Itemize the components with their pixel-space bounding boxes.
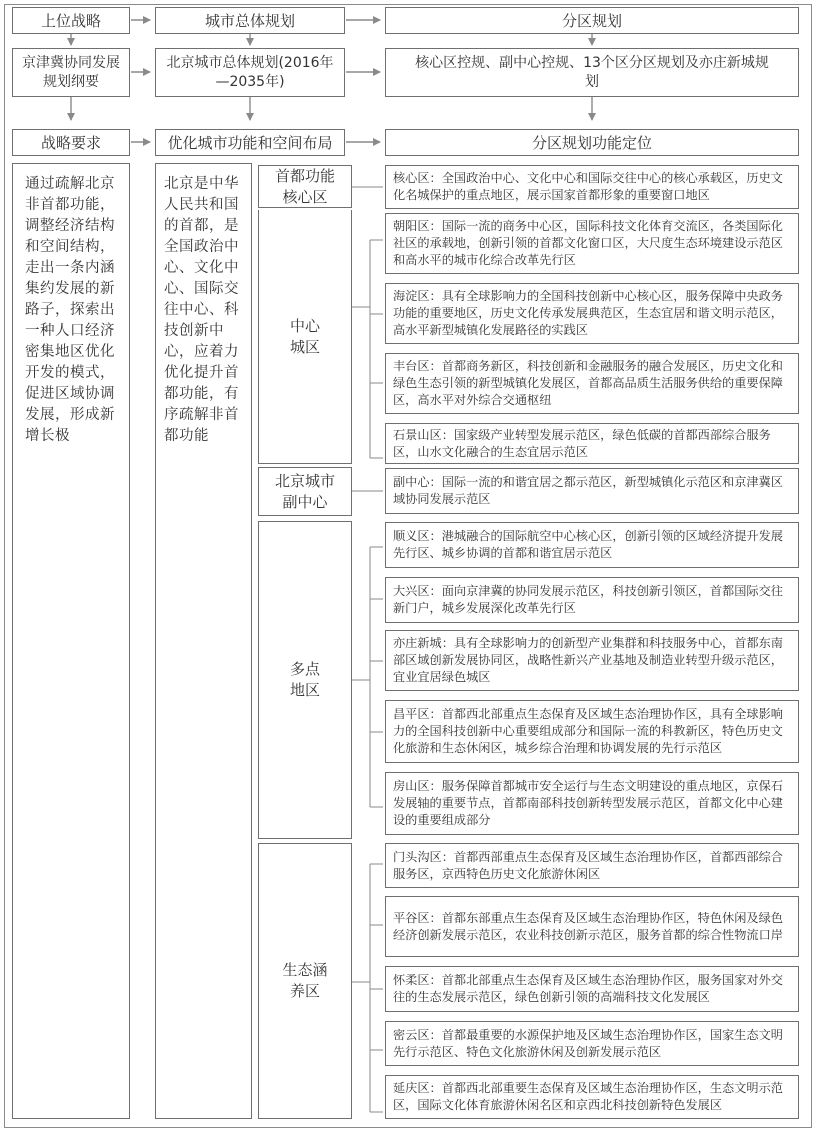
district-sub-center: 副中心：国际一流的和谐宜居之都示范区，新型城镇化示范区和京津冀区域协同发展示范区 [385, 468, 799, 514]
district-yanqing: 延庆区：首都西北部重要生态保育及区域生态治理协作区，生态文明示范区，国际文化体育旅游休闲名区和京西北科技创新特色发展区 [385, 1075, 799, 1119]
region-ecological [258, 843, 352, 1119]
district-pinggu: 平谷区：首都东部重点生态保育及区域生态治理协作区，特色休闲及绿色经济创新发展示范区，农业科技创新示范区，服务首都的综合性物流口岸 [385, 896, 799, 957]
district-miyun: 密云区：首都最重要的水源保护地及区域生态治理协作区，国家生态文明先行示范区、特色文化旅游休闲及创新发展示范区 [385, 1021, 799, 1066]
region-core [258, 165, 352, 208]
region-ecological-line1: 生态涵 [282, 961, 328, 979]
district-shijingshan: 石景山区：国家级产业转型发展示范区，绿色低碳的首都西部综合服务区，山水文化融合的生态宜居示范区 [385, 423, 799, 464]
district-core: 核心区：全国政治中心、文化中心和国际交往中心的核心承载区，历史文化名城保护的重点地区，展示国家首都形象的重要窗口地区 [385, 165, 799, 209]
region-ecological-line2: 养区 [289, 982, 320, 1000]
region-central-line2: 城区 [289, 337, 320, 356]
source-beijing-master-plan: 北京城市总体规划(2016年—2035年) [155, 48, 345, 97]
region-sub-center-line2: 副中心 [282, 492, 328, 511]
region-multi-point [258, 521, 352, 839]
district-mentougou: 门头沟区：首都西部重点生态保育及区域生态治理协作区，首都西部综合服务区，京西特色历史文化旅游休闲区 [385, 843, 799, 888]
region-sub-center-line1: 北京城市 [274, 471, 335, 490]
district-shunyi: 顺义区：港城融合的国际航空中心核心区，创新引领的区域经济提升发展先行区、城乡协调的首都和谐宜居示范区 [385, 522, 799, 568]
region-multi-point-line1: 多点 [289, 660, 320, 678]
region-core-line1: 首都功能 [274, 166, 335, 185]
district-huairou: 怀柔区：首都北部重点生态保育及区域生态治理协作区，服务国家对外交往的生态发展示范区，绿色创新引领的高端科技文化发展区 [385, 966, 799, 1012]
district-changping: 昌平区：首都西北部重点生态保育及区域生态治理协作区，具有全球影响力的全国科技创新中心重要组成部分和国际一流的科教新区，特色历史文化旅游和生态休闲区，城乡综合治理和协调发展的先行示范区 [385, 700, 799, 763]
district-daxing: 大兴区：面向京津冀的协同发展示范区，科技创新引领区，首都国际交往新门户，城乡发展深化改革先行区 [385, 577, 799, 623]
header-master-plan: 城市总体规划 [155, 7, 345, 34]
subheader-function-positioning: 分区规划功能定位 [385, 129, 799, 156]
subheader-strategic-requirements: 战略要求 [12, 129, 130, 156]
region-multi-point-line2: 地区 [289, 681, 320, 699]
subheader-layout: 优化城市功能和空间布局 [155, 129, 345, 156]
region-central-line1: 中心 [289, 316, 320, 335]
source-jjj-plan: 京津冀协同发展规划纲要 [12, 48, 130, 97]
district-haidian: 海淀区：具有全球影响力的全国科技创新中心核心区，服务保障中央政务功能的重要地区，历史文化传承发展典范区，生态宜居和谐文明示范区，高水平新型城镇化发展路径的实践区 [385, 283, 799, 344]
strategy-text: 通过疏解北京非首都功能，调整经济结构和空间结构，走出一条内涵集约发展的新路子，探索出一种人口经济密集地区优化开发的模式，促进区域协调发展，形成新增长极 [12, 163, 130, 1119]
region-sub-center [258, 467, 352, 516]
header-strategy: 上位战略 [12, 7, 130, 34]
district-fengtai: 丰台区：首都商务新区，科技创新和金融服务的融合发展区，历史文化和绿色生态引领的新型城镇化发展区，首都高品质生活服务供给的重要保障区，高水平对外综合交通枢纽 [385, 353, 799, 414]
source-district-plans: 核心区控规、副中心控规、13个区分区规划及亦庄新城规划 [385, 48, 799, 97]
district-fangshan: 房山区：服务保障首都城市安全运行与生态文明建设的重点地区，京保石发展轴的重要节点，首都南部科技创新转型发展示范区，首都文化中心建设的重要组成部分 [385, 772, 799, 835]
region-central-city [258, 210, 352, 464]
district-yizhuang: 亦庄新城：具有全球影响力的创新型产业集群和科技服务中心，首都东南部区域创新发展协同区，战略性新兴产业基地及制造业转型升级示范区，宜业宜居绿色城区 [385, 630, 799, 691]
district-chaoyang: 朝阳区：国际一流的商务中心区，国际科技文化体育交流区，各类国际化社区的承载地，创新引领的首都文化窗口区，大尺度生态环境建设示范区和高水平的城市化综合改革先行区 [385, 213, 799, 274]
layout-text: 北京是中华人民共和国的首都，是全国政治中心、文化中心、国际交往中心、科技创新中心，应着力优化提升首都功能，有序疏解非首都功能 [155, 163, 252, 1119]
region-core-line2: 核心区 [282, 187, 328, 206]
header-district-plan: 分区规划 [385, 7, 799, 34]
